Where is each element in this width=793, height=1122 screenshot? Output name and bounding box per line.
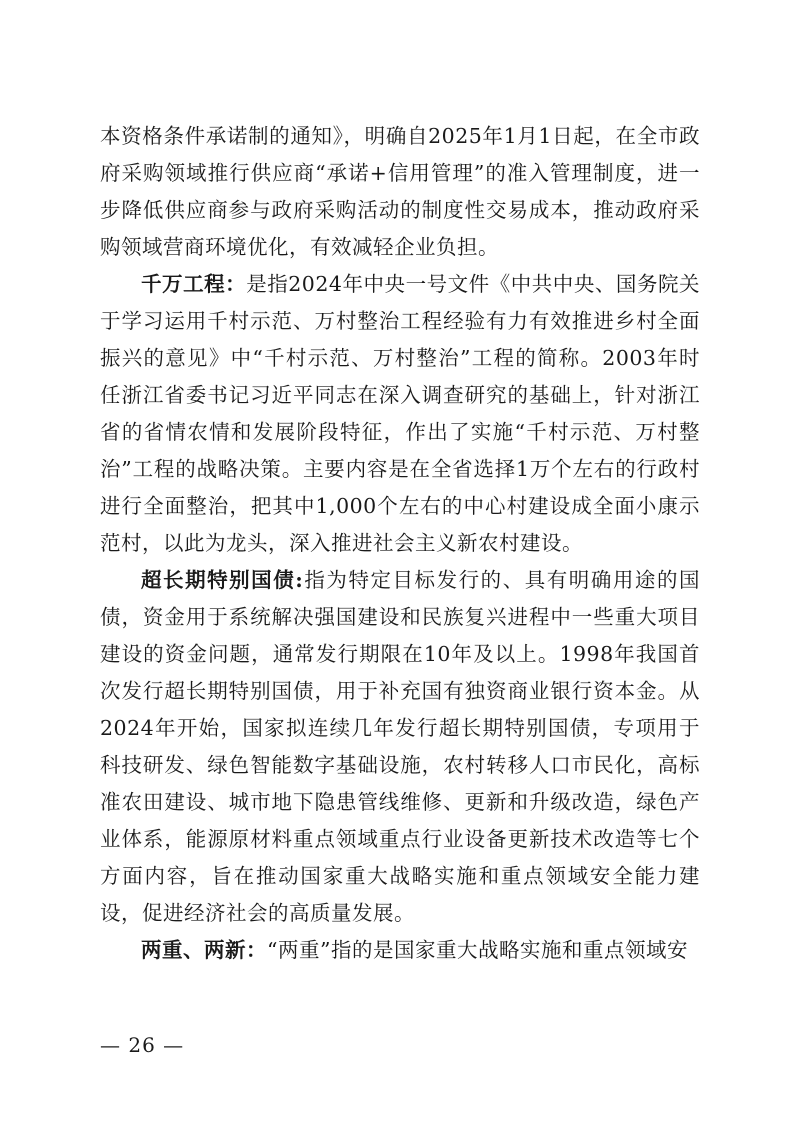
paragraph-liangzhong-liangxin <box>100 932 700 969</box>
paragraph-special-treasury-bonds <box>100 562 700 932</box>
paragraph-text: “两重”指的是国家重大战略实施和重点领域安 <box>267 938 688 962</box>
term-heading: 千万工程： <box>141 272 247 296</box>
paragraph-text: 指为特定目标发行的、具有明确用途的国债，资金用于系统解决强国建设和民族复兴进程中一些重大项目建设的资金问题，通常发行期限在10年及以上。1998年我国首次发行超长期特别国债，用于补充国有独资商业银行资本金。从2024年开始，国家拟连续几年发行超长期特别国债，专项用于科技研发、绿色智能数字基础设施，农村转移人口市民化，高标准农田建设、城市地下隐患管线维修、更新和升级改造，绿色产业体系，能源原材料重点领域重点行业设备更新技术改造等七个方面内容，旨在推动国家重大战略实施和重点领域安全能力建设，促进经济社会的高质量发展。 <box>100 568 700 925</box>
paragraph-text: 是指2024年中央一号文件《中共中央、国务院关于学习运用千村示范、万村整治工程经验有力有效推进乡村全面振兴的意见》中“千村示范、万村整治”工程的简称。2003年时任浙江省委书记习近平同志在深入调查研究的基础上，针对浙江省的省情农情和发展阶段特征，作出了实施“千村示范、万村整治”工程的战略决策。主要内容是在全省选择1万个左右的行政村进行全面整治，把其中1,000个左右的中心村建设成全面小康示范村，以此为龙头，深入推进社会主义新农村建设。 <box>100 272 701 555</box>
paragraph-qianwan-gongcheng <box>100 266 700 562</box>
term-heading: 两重、两新： <box>141 938 267 962</box>
term-heading: 超长期特别国债: <box>141 568 304 592</box>
document-body <box>100 118 700 969</box>
paragraph-continuation <box>100 118 700 266</box>
page-number: — 26 — <box>100 1033 185 1057</box>
paragraph-text: 本资格条件承诺制的通知》，明确自2025年1月1日起，在全市政府采购领域推行供应商“承诺+信用管理”的准入管理制度，进一步降低供应商参与政府采购活动的制度性交易成本，推动政府采购领域营商环境优化，有效减轻企业负担。 <box>100 124 700 259</box>
